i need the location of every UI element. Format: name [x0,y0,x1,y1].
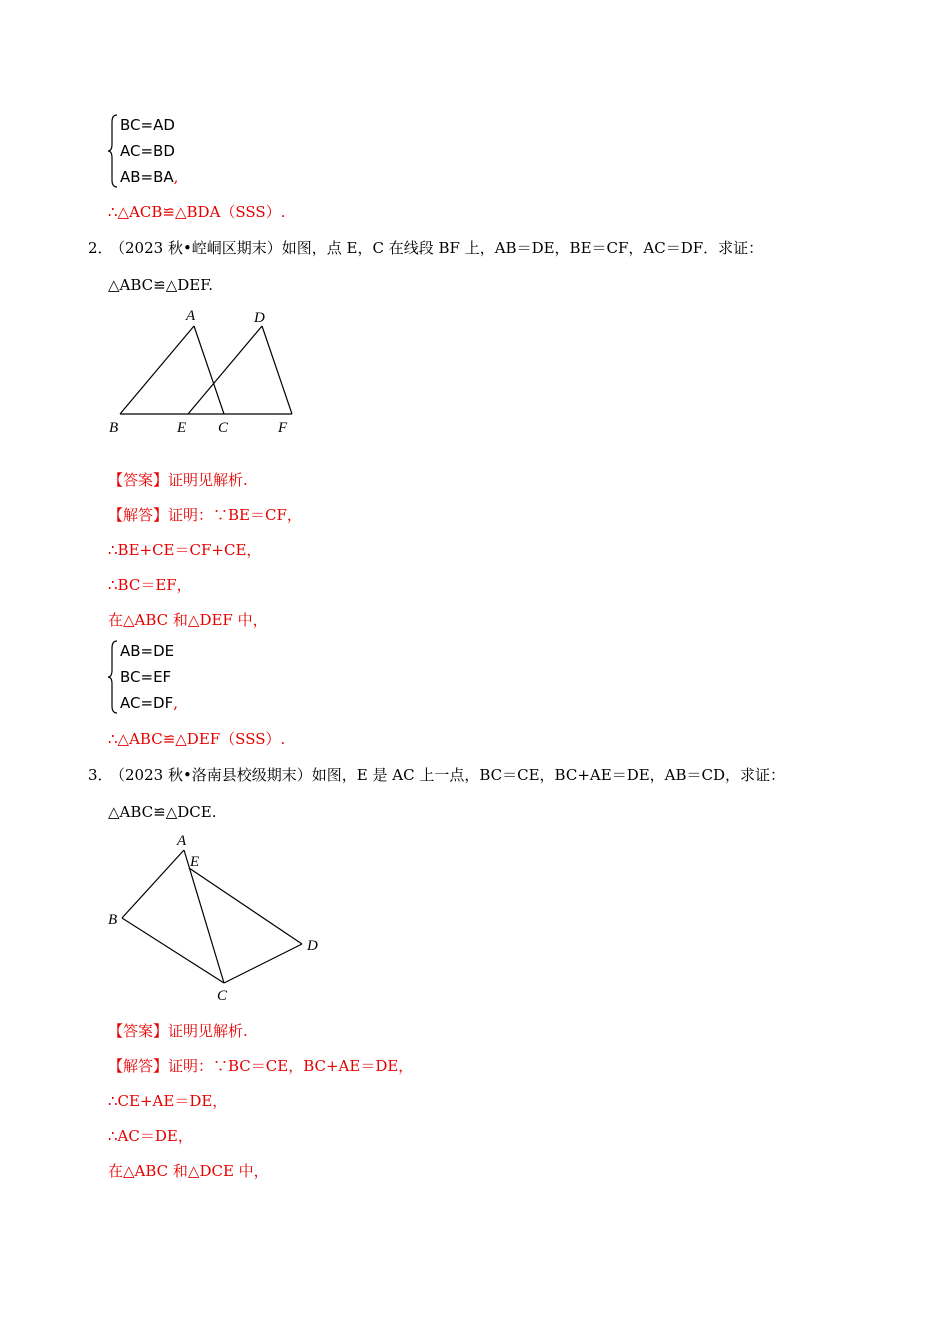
solution-3-line: 在△ABC 和△DCE 中， [108,1162,269,1180]
solution-2-line: 在△ABC 和△DEF 中， [108,611,268,629]
point-label-d: D [254,310,265,326]
equation-line: AB=BA [120,168,174,186]
left-brace-icon [108,640,118,714]
segment-df [262,326,292,414]
equation-line: BC=AD [120,116,175,134]
problem-2-text-2: △ABC≌△DEF. [108,276,214,294]
point-label-e: E [177,420,187,436]
solution-3-line: 【解答】证明：∵BC＝CE，BC+AE＝DE， [108,1057,414,1075]
equation-line: AC=DF [120,694,174,712]
segment-cd [224,944,302,983]
point-label-a: A [186,308,196,324]
point-label-c: C [217,988,228,1004]
solution-3-line: ∴AC＝DE， [108,1127,193,1145]
equation-line: AC=BD [120,142,175,160]
problem-2-text: （2023 秋•崆峒区期末）如图，点 E，C 在线段 BF 上，AB＝DE，BE＝CF，AC＝DF．求证： [110,239,764,257]
solution-2-line: 【解答】证明：∵BE＝CF， [108,506,302,524]
problem-3-text-2: △ABC≌△DCE. [108,803,217,821]
solution-2-line: ∴BC＝EF， [108,576,192,594]
segment-ba [122,850,184,918]
solution-2-line: ∴BE+CE＝CF+CE， [108,541,262,559]
point-label-f: F [278,420,288,436]
figure-problem-2 [100,300,310,440]
point-label-b: B [108,912,118,928]
point-label-c: C [218,420,229,436]
problem-number-3: 3． [88,766,113,784]
answer-2: 【答案】证明见解析. [108,471,248,489]
equation-comma: , [173,168,179,186]
segment-ed [189,868,302,944]
point-label-e: E [190,854,200,870]
equation-line: AB=DE [120,642,175,660]
segment-bc [122,918,224,983]
equation-line: BC=EF [120,668,172,686]
problem-3-text: （2023 秋•洛南县校级期末）如图，E 是 AC 上一点，BC＝CE，BC+AE＝DE，AB＝CD，求证： [110,766,786,784]
answer-3: 【答案】证明见解析. [108,1022,248,1040]
point-label-d: D [307,938,318,954]
problem-number-2: 2． [88,239,113,257]
equation-comma: , [173,694,178,712]
solution-3-line: ∴CE+AE＝DE， [108,1092,228,1110]
figure-problem-3 [100,826,340,1006]
point-label-a: A [177,833,187,849]
left-brace-icon [108,114,118,188]
segment-ab [120,326,194,414]
conclusion-1: ∴△ACB≌△BDA（SSS）. [108,203,286,221]
point-label-b: B [109,420,119,436]
conclusion-2: ∴△ABC≌△DEF（SSS）. [108,730,286,748]
